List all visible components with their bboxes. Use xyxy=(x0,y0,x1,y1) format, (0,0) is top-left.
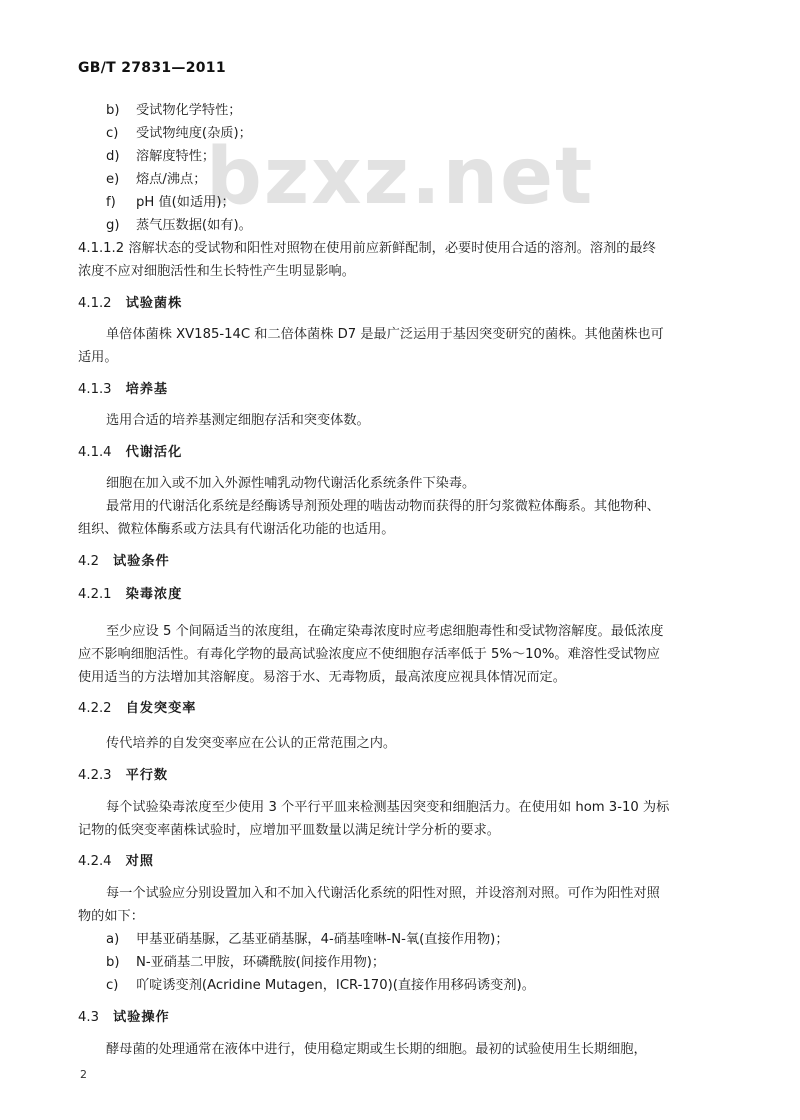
section-title: 试验操作 xyxy=(112,1010,170,1025)
paragraph-line: 细胞在加入或不加入外源性哺乳动物代谢活化系统条件下染毒。 xyxy=(106,476,476,491)
list-text: 吖啶诱变剂(Acridine Mutagen，ICR-170)(直接作用移码诱变剂)。 xyxy=(136,978,535,993)
list-item xyxy=(106,976,535,996)
section-number: 4.1.3 xyxy=(78,382,112,397)
list-label: c) xyxy=(106,126,119,141)
list-label: f) xyxy=(106,195,116,210)
list-label: e) xyxy=(106,172,120,187)
section-title: 自发突变率 xyxy=(125,701,197,716)
list-text: 甲基亚硝基脲，乙基亚硝基脲，4-硝基喹啉-N-氧(直接作用物)； xyxy=(136,932,509,947)
watermark: bzxz.net xyxy=(206,132,595,222)
list-text: pH 值(如适用)； xyxy=(136,195,235,210)
list-item xyxy=(106,124,252,144)
section-title: 代谢活化 xyxy=(125,445,183,460)
paragraph-line: 浓度不应对细胞活性和生长特性产生明显影响。 xyxy=(78,264,355,279)
paragraph-line: 最常用的代谢活化系统是经酶诱导剂预处理的啮齿动物而获得的肝匀浆微粒体酶系。其他物种、 xyxy=(106,499,660,514)
list-item xyxy=(106,930,509,950)
section-number: 4.2.2 xyxy=(78,701,112,716)
list-item xyxy=(106,101,242,121)
list-label: b) xyxy=(106,103,120,118)
standard-number: GB/T 27831—2011 xyxy=(78,60,226,76)
section-heading xyxy=(78,585,182,605)
section-number: 4.2 xyxy=(78,554,99,569)
section-heading xyxy=(78,443,182,463)
section-heading xyxy=(78,552,170,572)
list-text: 熔点/沸点； xyxy=(136,172,207,187)
section-title: 试验菌株 xyxy=(125,296,183,311)
list-item xyxy=(106,193,235,213)
paragraph-line: 记物的低突变率菌株试验时，应增加平皿数量以满足统计学分析的要求。 xyxy=(78,823,500,838)
list-label: c) xyxy=(106,978,119,993)
paragraph-line: 使用适当的方法增加其溶解度。易溶于水、无毒物质，最高浓度应视具体情况而定。 xyxy=(78,670,566,685)
list-label: b) xyxy=(106,955,120,970)
paragraph-line: 应不影响细胞活性。有毒化学物的最高试验浓度应不使细胞存活率低于 5%～10%。难溶性受试物应 xyxy=(78,647,660,662)
list-label: g) xyxy=(106,218,120,233)
list-label: d) xyxy=(106,149,120,164)
paragraph-line: 酵母菌的处理通常在液体中进行，使用稳定期或生长期的细胞。最初的试验使用生长期细胞， xyxy=(106,1042,647,1057)
paragraph-line: 物的如下： xyxy=(78,909,144,924)
section-title: 平行数 xyxy=(125,768,169,783)
section-heading xyxy=(78,380,168,400)
paragraph-line: 组织、微粒体酶系或方法具有代谢活化功能的也适用。 xyxy=(78,522,395,537)
section-number: 4.2.3 xyxy=(78,768,112,783)
paragraph-line: 选用合适的培养基测定细胞存活和突变体数。 xyxy=(106,413,370,428)
paragraph-line: 单倍体菌株 XV185-14C 和二倍体菌株 D7 是最广泛运用于基因突变研究的菌株。其他菌株也可 xyxy=(106,327,664,342)
list-item xyxy=(106,147,215,167)
section-heading xyxy=(78,1008,170,1028)
section-number: 4.2.4 xyxy=(78,854,112,869)
paragraph-line: 传代培养的自发突变率应在公认的正常范围之内。 xyxy=(106,736,397,751)
section-number: 4.1.4 xyxy=(78,445,112,460)
page-number: 2 xyxy=(80,1068,87,1081)
section-heading xyxy=(78,766,168,786)
paragraph-line: 适用。 xyxy=(78,350,118,365)
section-title: 培养基 xyxy=(125,382,169,397)
paragraph-line: 4.1.1.2 溶解状态的受试物和阳性对照物在使用前应新鲜配制，必要时使用合适的溶剂。溶剂的最终 xyxy=(78,241,656,256)
section-heading xyxy=(78,699,197,719)
list-label: a) xyxy=(106,932,120,947)
section-heading xyxy=(78,852,154,872)
list-item xyxy=(106,170,206,190)
section-number: 4.3 xyxy=(78,1010,99,1025)
list-item xyxy=(106,216,252,236)
section-heading xyxy=(78,294,182,314)
paragraph-line: 至少应设 5 个间隔适当的浓度组，在确定染毒浓度时应考虑细胞毒性和受试物溶解度。最低浓度 xyxy=(106,624,664,639)
paragraph-line: 每个试验染毒浓度至少使用 3 个平行平皿来检测基因突变和细胞活力。在使用如 hom 3-10 为标 xyxy=(106,800,670,815)
section-number: 4.1.2 xyxy=(78,296,112,311)
section-number: 4.2.1 xyxy=(78,587,112,602)
paragraph-line: 每一个试验应分别设置加入和不加入代谢活化系统的阳性对照，并设溶剂对照。可作为阳性对照 xyxy=(106,886,660,901)
list-item xyxy=(106,953,385,973)
section-title: 试验条件 xyxy=(112,554,170,569)
section-title: 对照 xyxy=(125,854,154,869)
list-text: 受试物纯度(杂质)； xyxy=(136,126,252,141)
list-text: 溶解度特性； xyxy=(136,149,216,164)
list-text: 蒸气压数据(如有)。 xyxy=(136,218,252,233)
section-title: 染毒浓度 xyxy=(125,587,183,602)
list-text: 受试物化学特性； xyxy=(136,103,242,118)
list-text: N-亚硝基二甲胺，环磷酰胺(间接作用物)； xyxy=(136,955,386,970)
